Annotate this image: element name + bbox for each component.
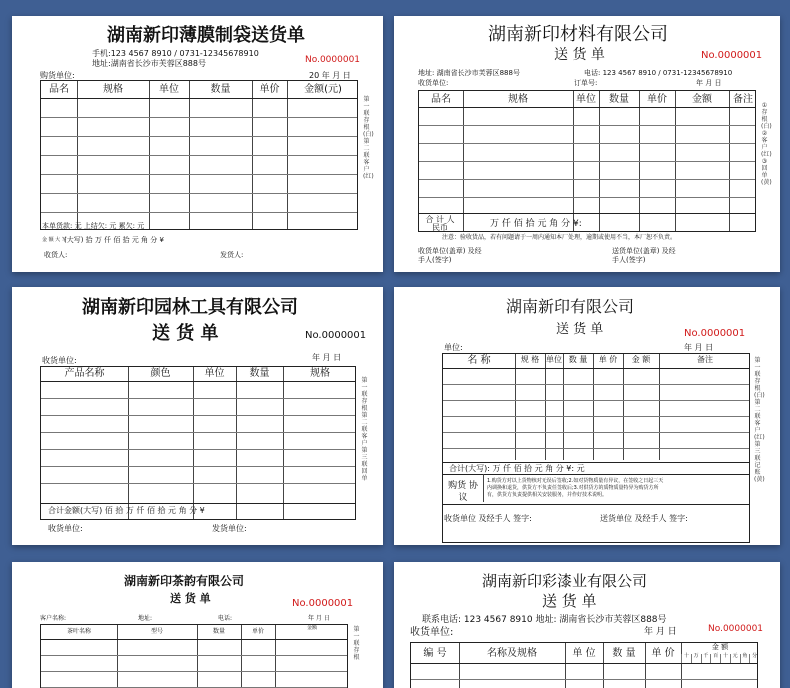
digit-label: 十 [720,654,730,663]
delivery-form-2 [394,16,780,272]
notice-text: 注意：验收货品，若有问题请于一周内通知本厂处理，逾期或使用不当，本厂恕不负责。 [442,234,677,241]
date-label: 20 年 月 日 [309,71,351,80]
address-label: 地址: [138,615,153,622]
order-label: 订单号: [574,79,598,87]
address-line: 地址: 湖南省长沙市芙蓉区888号 [418,69,520,77]
form-subtitle: 送 货 单 [152,323,219,344]
serial-number: No.0000001 [305,330,367,341]
serial-number: No.0000001 [708,624,764,634]
col-header: 名 称 [467,355,491,366]
date-label: 年 月 日 [684,343,714,352]
form-title: 湖南新印有限公司 [506,297,635,316]
col-header: 单 位 [572,648,596,659]
buyer-label: 收货单位: [410,627,454,638]
digit-label: 角 [740,654,750,663]
capital-line: (大写) 拾 万 仟 佰 拾 元 角 分 ¥ [64,236,164,244]
col-header: 单 价 [598,355,618,364]
agreement-text: 1.购货方对以上货物核对无误后签收;2.如对货物质量有异议，在签收之日起三天内调换和退货，供货方不负责任签收后;3.对供货方的质物质量特异为购货方所有，供货方负责提供相关安装服务，并作好技术说明。 [487,478,664,498]
col-header: 品名 [49,84,69,95]
total-line: 合计(大写): 万 仟 佰 拾 元 角 分 ¥: 元 [449,464,585,473]
col-header: 茶叶名称 [66,628,91,635]
totals-line: 本单货款: 元 上结欠: 元 累欠: 元 [42,222,145,230]
total-label: 合 计 人民币 [425,215,455,232]
capital-label: 金 额 大 写 [42,237,67,243]
buyer-label: 购货单位: [40,71,75,80]
form-title: 湖南新印彩漆业有限公司 [482,572,648,590]
digit-label: 千 [701,654,711,663]
col-header: 单位 [159,84,179,95]
col-header: 单位 [576,94,596,105]
col-header: 数 量 [612,648,636,659]
col-header: 单价 [647,94,667,105]
col-header: 金额(元) [304,84,342,95]
sender-label: 发货单位: [212,524,247,533]
col-header: 品名 [431,94,451,105]
copy-note: 第一联 存根 [353,626,360,661]
buyer-label: 收货单位: [418,79,449,87]
copy-note: 第一联存根(白) 第二联客户(红) [363,96,374,180]
col-header: 数量 [609,94,629,105]
col-header: 单位 [546,355,562,364]
receiver-label: 收货单位: [48,524,83,533]
delivery-form-1 [12,16,383,272]
col-header: 规格 [310,368,330,379]
col-header: 备注 [697,355,713,364]
form-title: 湖南新印茶韵有限公司 [124,574,245,588]
sender-label: 送货单位(盖章) 及经手人(签字) [612,247,676,264]
col-header: 金额 [692,94,712,105]
buyer-label: 单位: [444,343,463,352]
items-table [418,90,756,232]
copy-note: ①存根(白) ②客户(红) ③回单(黄) [761,102,772,186]
col-header: 单位 [204,368,225,379]
digit-label: 万 [691,654,701,663]
serial-number: No.0000001 [305,55,361,65]
address-line: 地址:湖南省长沙市芙蓉区888号 [92,59,206,68]
copy-note: 第一联存根 第二联客户 第三联回单 [361,377,368,482]
form-subtitle: 送 货 单 [554,47,605,63]
buyer-label: 收货单位: [42,356,77,365]
form-title: 湖南新印薄膜制袋送货单 [107,25,305,46]
sender-label: 发货人: [220,251,244,259]
col-header: 颜色 [150,368,171,379]
col-header: 数量 [212,628,225,635]
col-header: 单价 [259,84,280,95]
serial-number: No.0000001 [701,50,763,61]
date-label: 年 月 日 [308,615,330,622]
col-header: 单价 [251,628,264,635]
items-table [40,80,358,230]
buyer-label: 客户名称: [40,615,67,622]
items-table [410,642,758,688]
digit-label: 十 [681,654,691,663]
items-table [40,624,348,688]
form-subtitle: 送 货 单 [170,592,211,605]
total-line: 合计金额(大写) 佰 拾 万 仟 佰 拾 元 角 分 ¥ [48,506,205,515]
digit-label: 分 [749,654,759,663]
col-header: 备注 [733,94,753,105]
phone-line: 手机:123 4567 8910 / 0731-12345678910 [92,49,259,58]
digit-label: 百 [710,654,720,663]
col-header: 编 号 [423,648,447,659]
form-subtitle: 送 货 单 [556,322,604,337]
col-header: 名称及规格 [487,648,537,659]
col-header: 规格 [508,94,528,105]
col-header: 金 额 [631,355,651,364]
col-header: 单 价 [651,648,675,659]
date-label: 年 月 日 [644,627,677,637]
receiver-label: 收货人: [44,251,68,259]
money-digit-row [681,654,759,663]
col-header: 数 量 [568,355,588,364]
col-header: 金 额 [711,643,729,651]
delivery-form-5 [12,562,383,688]
col-header: 金额 [306,625,317,631]
col-header: 数量 [249,368,270,379]
col-header: 产品名称 [64,368,105,379]
receiver-label: 收货单位(盖章) 及经手人(签字) [418,247,482,264]
sender-label: 送货单位 及经手人 签字: [600,514,688,523]
contact-line: 联系电话: 123 4567 8910 地址: 湖南省长沙市芙蓉区888号 [422,615,667,625]
total-line: 万 仟 佰 拾 元 角 分 ¥: [490,219,582,229]
delivery-form-4 [394,287,780,545]
form-title: 湖南新印园林工具有限公司 [82,297,298,318]
form-title: 湖南新印材料有限公司 [488,24,668,45]
digit-label: 元 [730,654,740,663]
col-header: 数量 [210,84,231,95]
serial-number: No.0000001 [292,598,354,609]
delivery-form-3 [12,287,383,545]
col-header: 规 格 [520,355,540,364]
date-label: 年 月 日 [696,79,722,87]
items-table [40,366,356,520]
agreement-label: 购货 协议 [448,481,478,503]
receiver-label: 收货单位 及经手人 签字: [444,514,532,523]
form-subtitle: 送 货 单 [542,592,597,610]
date-label: 年 月 日 [312,353,342,362]
serial-number: No.0000001 [684,328,746,339]
copy-note: 第一联存根(白) 第二联客户(红) 第三联记账(黄) [754,357,765,483]
delivery-form-6 [394,562,780,688]
phone-line: 电话: 123 4567 8910 / 0731-12345678910 [584,69,733,77]
col-header: 型号 [150,628,163,635]
col-header: 规格 [103,84,123,95]
phone-label: 电话: [218,615,233,622]
